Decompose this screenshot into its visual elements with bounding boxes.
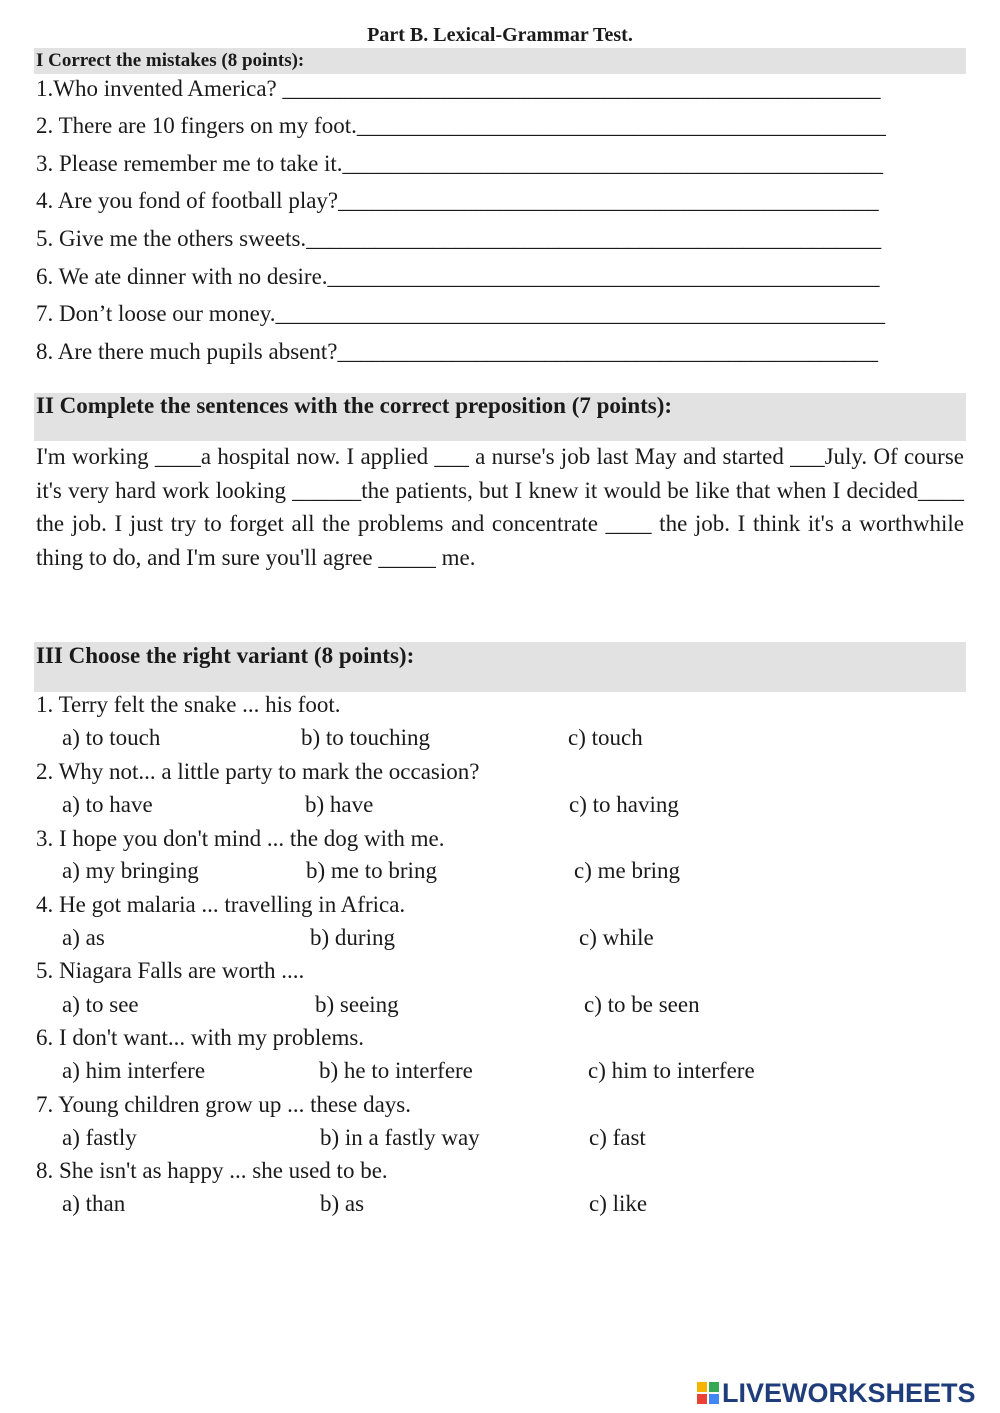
mistake-item: 8. Are there much pupils absent?_______________________________________________ [36, 339, 878, 364]
option-c: c) like [589, 1191, 648, 1216]
mistake-item: 1.Who invented America? ____________________________________________________ [36, 76, 881, 101]
preposition-paragraph: I'm working ____a hospital now. I applied ___ a nurse's job last May and started ___July. Of course it's very hard work looking ______the patients, but I knew it would be like that when I decided____ the job. I just try to forget all the problems and concentrate ____ the job. I think it's a worthwhile thing to do, and I'm sure you'll agree _____ me. [36, 444, 964, 570]
option-b: b) seeing [315, 992, 399, 1017]
logo-tile [697, 1394, 707, 1404]
option-b: b) as [320, 1191, 365, 1216]
option-a: a) to have [62, 792, 153, 817]
logo-text: LIVEWORKSHEETS [722, 1377, 976, 1408]
option-b: b) to touching [301, 725, 431, 750]
option-b: b) me to bring [306, 858, 437, 883]
liveworksheets-logo-icon [697, 1382, 719, 1404]
mistake-item: 5. Give me the others sweets.__________________________________________________ [36, 226, 882, 251]
question-text: 2. Why not... a little party to mark the occasion? [36, 759, 480, 784]
question-text: 7. Young children grow up ... these days. [36, 1092, 411, 1117]
question-text: 5. Niagara Falls are worth .... [36, 958, 305, 983]
liveworksheets-logo [697, 1378, 976, 1408]
section-2-heading: II Complete the sentences with the correct preposition (7 points): [36, 393, 673, 418]
option-a: a) him interfere [62, 1058, 206, 1083]
mistake-item: 4. Are you fond of football play?_______________________________________________ [36, 188, 879, 213]
section-3-heading: III Choose the right variant (8 points): [36, 643, 415, 668]
option-c: c) touch [568, 725, 643, 750]
option-c: c) to be seen [584, 992, 700, 1017]
option-c: c) to having [569, 792, 679, 817]
logo-tile [709, 1394, 719, 1404]
mistake-item: 3. Please remember me to take it._______________________________________________ [36, 151, 884, 176]
option-a: a) my bringing [62, 858, 199, 883]
section-1-heading: I Correct the mistakes (8 points): [36, 50, 305, 71]
question-text: 8. She isn't as happy ... she used to be. [36, 1158, 388, 1183]
page-title: Part B. Lexical-Grammar Test. [367, 24, 633, 46]
logo-tile [709, 1382, 719, 1392]
question-text: 3. I hope you don't mind ... the dog with me. [36, 826, 445, 851]
mistake-item: 7. Don’t loose our money._____________________________________________________ [36, 301, 886, 326]
mistake-item: 2. There are 10 fingers on my foot.______________________________________________ [36, 113, 886, 138]
option-b: b) he to interfere [319, 1058, 473, 1083]
option-a: a) as [62, 925, 105, 950]
option-b: b) during [310, 925, 395, 950]
option-c: c) me bring [574, 858, 681, 883]
option-a: a) fastly [62, 1125, 137, 1150]
option-a: a) than [62, 1191, 126, 1216]
option-b: b) have [305, 792, 374, 817]
question-text: 4. He got malaria ... travelling in Africa. [36, 892, 406, 917]
logo-tile [697, 1382, 707, 1392]
option-c: c) while [579, 925, 654, 950]
option-a: a) to touch [62, 725, 161, 750]
option-c: c) fast [589, 1125, 646, 1150]
question-text: 6. I don't want... with my problems. [36, 1025, 365, 1050]
option-c: c) him to interfere [588, 1058, 755, 1083]
question-text: 1. Terry felt the snake ... his foot. [36, 692, 341, 717]
mistake-item: 6. We ate dinner with no desire.________________________________________________ [36, 264, 880, 289]
option-b: b) in a fastly way [320, 1125, 480, 1150]
option-a: a) to see [62, 992, 139, 1017]
